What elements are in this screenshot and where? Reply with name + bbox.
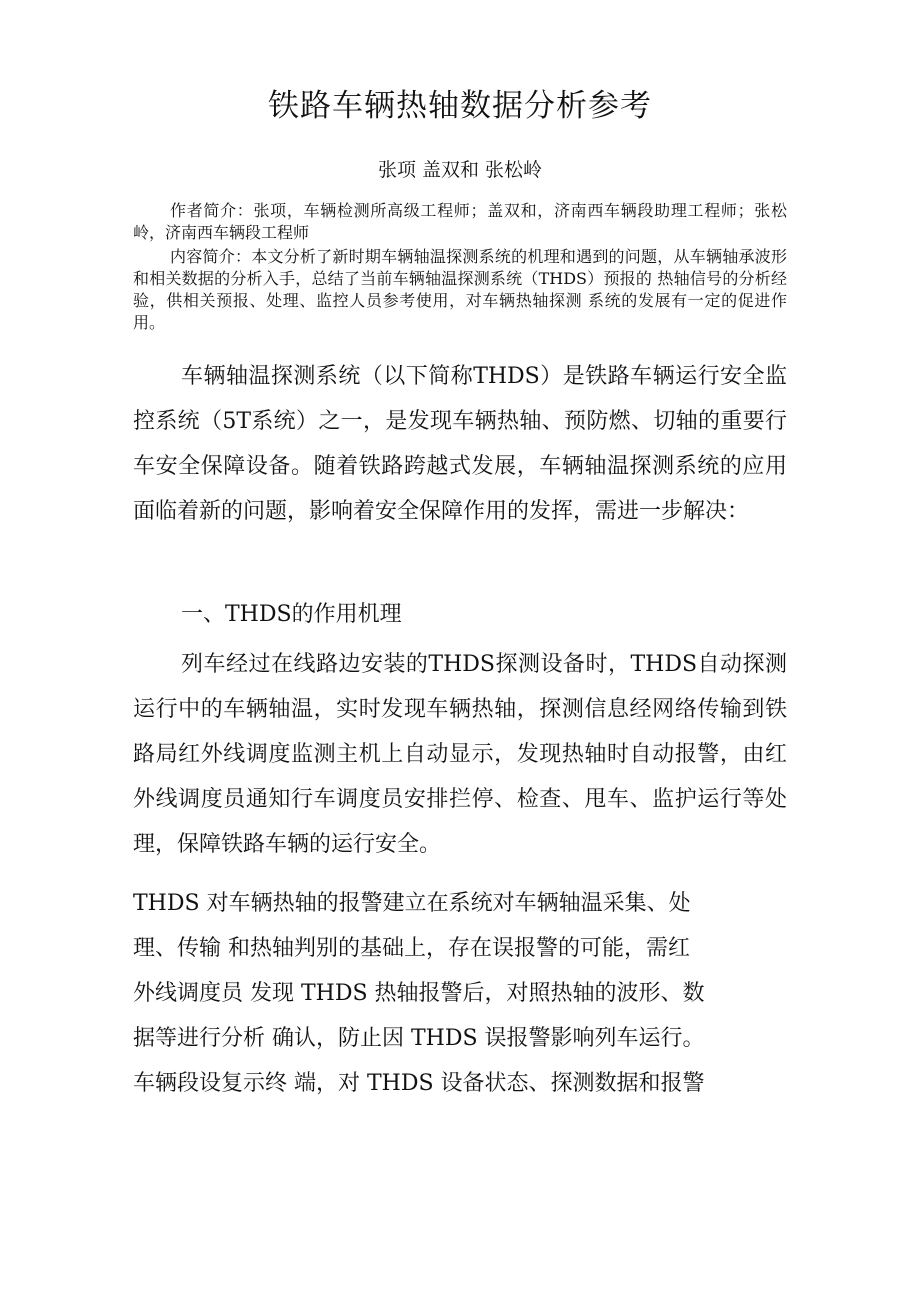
- section-heading: 一、THDS的作用机理: [181, 602, 402, 627]
- paragraph-line: THDS 对车辆热轴的报警建立在系统对车辆轴温采集、处: [133, 891, 691, 916]
- mechanism-paragraph: 列车经过在线路边安装的THDS探测设备时，THDS自动探测运行中的车辆轴温，实时发现车辆热轴，探测信息经网络传输到铁路局红外线调度监测主机上自动显示，发现热轴时自动报警，由红外线调度员通知行车调度员安排拦停、检查、甩车、监护运行等处理，保障铁路车辆的运行安全。: [133, 652, 787, 857]
- document-title: 铁路车辆热轴数据分析参考: [268, 88, 652, 124]
- abstract: 内容简介：本文分析了新时期车辆轴温探测系统的机理和遇到的问题，从车辆轴承波形和相关数据的分析入手，总结了当前车辆轴温探测系统（THDS）预报的 热轴信号的分析经验，供相关预报、处理、监控人员参考使用，对车辆热轴探测 系统的发展有一定的促进作用。: [133, 247, 787, 332]
- author-names: 张项 盖双和 张松岭: [377, 159, 543, 181]
- paragraph-line: 理、传输 和热轴判别的基础上，存在误报警的可能，需红: [133, 936, 690, 961]
- author-intro: 作者简介：张项，车辆检测所高级工程师；盖双和，济南西车辆段助理工程师；张松岭，济南西车辆段工程师: [133, 201, 787, 242]
- intro-paragraph: 车辆轴温探测系统（以下简称THDS）是铁路车辆运行安全监控系统（5T系统）之一，是发现车辆热轴、预防燃、切轴的重要行车安全保障设备。随着铁路跨越式发展，车辆轴温探测系统的应用面临着新的问题，影响着安全保障作用的发挥，需进一步解决：: [133, 364, 787, 524]
- paragraph-line: 车辆段设复示终 端，对 THDS 设备状态、探测数据和报警: [133, 1071, 705, 1096]
- alarm-paragraph: [133, 881, 787, 1106]
- paragraph-line: 外线调度员 发现 THDS 热轴报警后，对照热轴的波形、数: [133, 981, 705, 1006]
- paragraph-line: 据等进行分析 确认，防止因 THDS 误报警影响列车运行。: [133, 1026, 705, 1051]
